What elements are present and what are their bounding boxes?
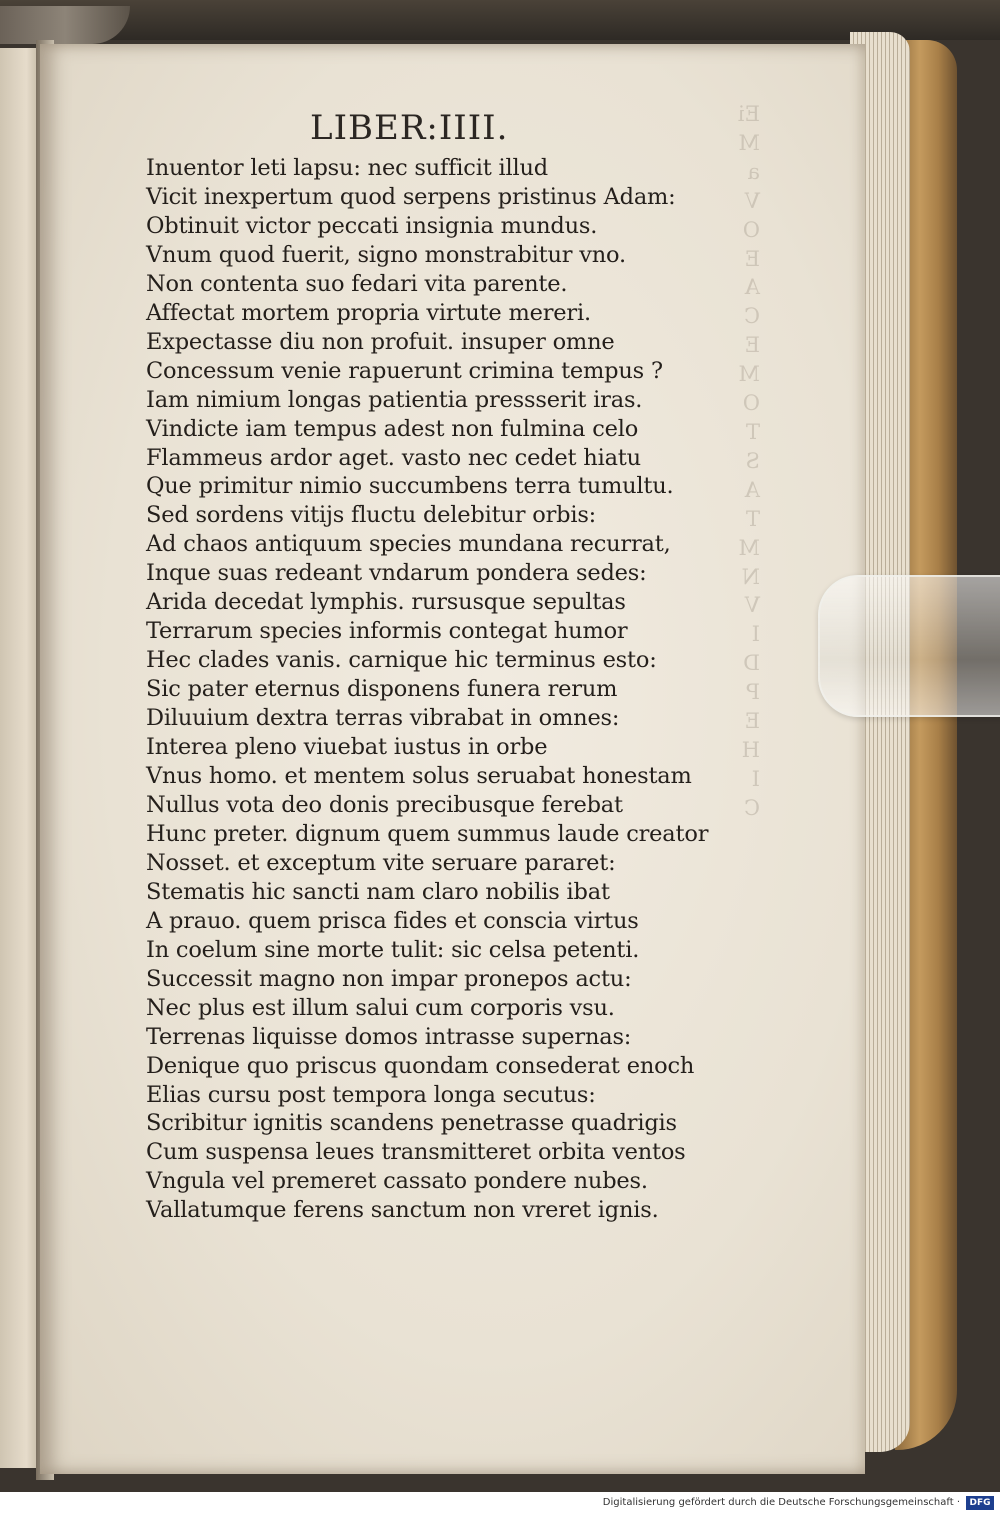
verse-line: Nec plus est illum salui cum corporis vsu. (146, 994, 615, 1021)
bleed-through-glyph: E (744, 246, 760, 271)
bleed-through-glyph: I (751, 766, 760, 791)
verse-line: Scribitur ignitis scandens penetrasse quadrigis (146, 1110, 677, 1137)
verse-line: Hunc preter. dignum quem summus laude creator (146, 820, 709, 847)
bleed-through-glyph: Ei (737, 102, 760, 126)
verse-line: Elias cursu post tempora longa secutus: (146, 1081, 596, 1108)
footer-credit: Digitalisierung gefördert durch die Deutsche Forschungsgemeinschaft · (602, 1497, 960, 1508)
verse-line: Cum suspensa leues transmitteret orbita ventos (146, 1139, 686, 1166)
bleed-through-glyph: E (744, 709, 760, 734)
running-head: LIBER:IIII. (310, 108, 509, 148)
verse-line: Denique quo priscus quondam consederat enoch (146, 1052, 695, 1079)
verse-line: Stematis hic sancti nam claro nobilis ibat (146, 878, 610, 905)
bleed-through-glyph: M (738, 130, 760, 155)
bleed-through-glyph: S (745, 448, 760, 473)
verse-line: Arida decedat lymphis. rursusque sepultas (146, 589, 626, 616)
verse-line: Diluuium dextra terras vibrabat in omnes: (146, 705, 620, 732)
bleed-through-glyph: T (745, 419, 760, 444)
bleed-through-glyph: N (741, 564, 760, 589)
bleed-through-glyph: C (743, 795, 760, 820)
bleed-through-glyph: I (751, 622, 760, 647)
verse-line: Vindicte iam tempus adest non fulmina celo (146, 415, 639, 442)
page-clip (818, 575, 1000, 717)
bleed-through-glyph: A (744, 275, 760, 300)
verse-line: Inque suas redeant vndarum pondera sedes: (146, 560, 647, 587)
verse-line: Concessum venie rapuerunt crimina tempus ? (146, 357, 663, 384)
verse-line: Obtinuit victor peccati insignia mundus. (146, 212, 598, 239)
verse-block (146, 154, 716, 1225)
verse-line: Sed sordens vitijs fluctu delebitur orbis: (146, 502, 597, 529)
bleed-through-glyph: P (745, 680, 760, 705)
verse-line: Vicit inexpertum quod serpens pristinus Adam: (146, 183, 676, 210)
bleed-through-glyph: M (738, 535, 760, 560)
bleed-through-glyph: H (741, 737, 760, 762)
verse-line: Terrenas liquisse domos intrasse supernas: (146, 1023, 632, 1050)
verse-line: Successit magno non impar pronepos actu: (146, 965, 632, 992)
verse-line: Expectasse diu non profuit. insuper omne (146, 328, 615, 355)
bleed-through-glyph: V (744, 593, 760, 618)
verse-line: Terrarum species informis contegat humor (146, 618, 628, 645)
bleed-through-glyph: M (738, 362, 760, 387)
verse-line: Hec clades vanis. carnique hic terminus esto: (146, 647, 657, 674)
bleed-through-glyph: O (742, 391, 760, 416)
verse-line: Non contenta suo fedari vita parente. (146, 270, 568, 297)
verse-line: Ad chaos antiquum species mundana recurrat, (146, 531, 671, 558)
verse-line: In coelum sine morte tulit: sic celsa petenti. (146, 936, 640, 963)
verse-line: Que primitur nimio succumbens terra tumultu. (146, 473, 674, 500)
verse-line: Affectat mortem propria virtute mereri. (146, 299, 591, 326)
spine-band (0, 6, 130, 44)
bleed-through-glyph: T (745, 506, 760, 531)
bleed-through-glyph: O (742, 217, 760, 242)
verse-line: A prauo. quem prisca fides et conscia virtus (146, 907, 639, 934)
verse-line: Vallatumque ferens sanctum non vreret ignis. (146, 1197, 659, 1224)
verse-line: Vnum quod fuerit, signo monstrabitur vno. (146, 241, 626, 268)
verse-line: Flammeus ardor aget. vasto nec cedet hiatu (146, 444, 641, 471)
verse-line: Nosset. et exceptum vite seruare pararet: (146, 849, 616, 876)
verse-line: Sic pater eternus disponens funera rerum (146, 676, 618, 703)
verse-line: Vngula vel premeret cassato pondere nubes. (146, 1168, 648, 1195)
verse-line: Nullus vota deo donis precibusque ferebat (146, 791, 623, 818)
bleed-through-glyph: a (747, 159, 760, 184)
bleed-through-glyph: C (743, 304, 760, 329)
bleed-through-glyph: E (744, 333, 760, 358)
bleed-through-glyph: D (743, 651, 760, 676)
bleed-through-glyph: V (744, 188, 760, 213)
verse-line: Vnus homo. et mentem solus seruabat honestam (146, 763, 692, 790)
verse-line: Inuentor leti lapsu: nec sufficit illud (146, 155, 548, 181)
dfg-logo: DFG (966, 1496, 994, 1510)
verse-line: Interea pleno viuebat iustus in orbe (146, 734, 548, 761)
bleed-through-glyph: A (744, 477, 760, 502)
verse-line: Iam nimium longas patientia pressserit iras. (146, 386, 643, 413)
